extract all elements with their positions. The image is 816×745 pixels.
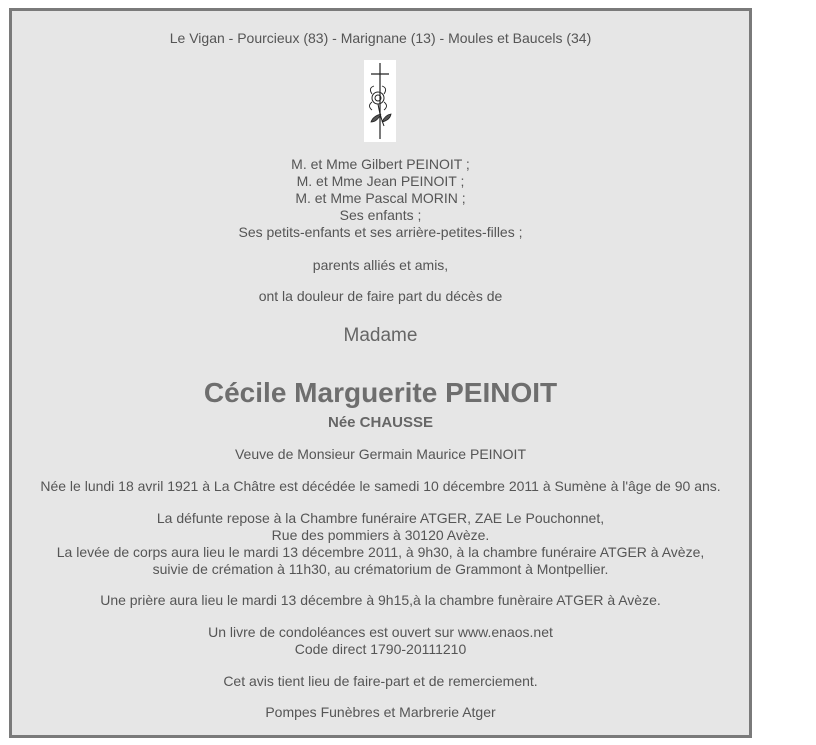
condolences-line-1: Un livre de condoléances est ouvert sur www.enaos.net <box>208 624 553 640</box>
relatives-line: parents alliés et amis, <box>312 257 449 273</box>
deceased-name: Cécile Marguerite PEINOIT <box>203 377 558 408</box>
family-line-1: M. et Mme Gilbert PEINOIT ; <box>291 156 470 172</box>
funeral-home: Pompes Funèbres et Marbrerie Atger <box>265 704 496 720</box>
arrangements-line-4: suivie de crémation à 11h30, au crématorium de Grammont à Montpellier. <box>152 561 609 577</box>
maiden-name: Née CHAUSSE <box>327 414 434 431</box>
arrangements-line-1: La défunte repose à la Chambre funéraire ATGER, ZAE Le Pouchonnet, <box>156 510 605 526</box>
family-line-5: Ses petits-enfants et ses arrière-petites-filles ; <box>238 224 523 240</box>
cross-flower-icon <box>364 60 396 142</box>
prayer-line: Une prière aura lieu le mardi 13 décembre à 9h15,à la chambre funèraire ATGER à Avèze. <box>100 592 661 608</box>
family-line-2: M. et Mme Jean PEINOIT ; <box>296 173 465 189</box>
birth-death-line: Née le lundi 18 avril 1921 à La Châtre est décédée le samedi 10 décembre 2011 à Sumène à l'âge de 90 ans. <box>40 478 721 494</box>
honorific-title: Madame <box>343 325 418 346</box>
obituary-notice <box>9 8 752 738</box>
arrangements-line-3: La levée de corps aura lieu le mardi 13 décembre 2011, à 9h30, à la chambre funéraire ATGER à Avèze, <box>56 544 705 560</box>
header-places: Le Vigan - Pourcieux (83) - Marignane (13) - Moules et Baucels (34) <box>169 30 592 46</box>
condolences-line-2: Code direct 1790-20111210 <box>294 641 467 657</box>
notice-line: Cet avis tient lieu de faire-part et de remerciement. <box>223 673 538 689</box>
announcement-line: ont la douleur de faire part du décès de <box>258 288 503 304</box>
family-line-4: Ses enfants ; <box>339 207 422 223</box>
widow-line: Veuve de Monsieur Germain Maurice PEINOIT <box>234 446 526 462</box>
family-line-3: M. et Mme Pascal MORIN ; <box>295 190 466 206</box>
arrangements-line-2: Rue des pommiers à 30120 Avèze. <box>271 527 490 543</box>
